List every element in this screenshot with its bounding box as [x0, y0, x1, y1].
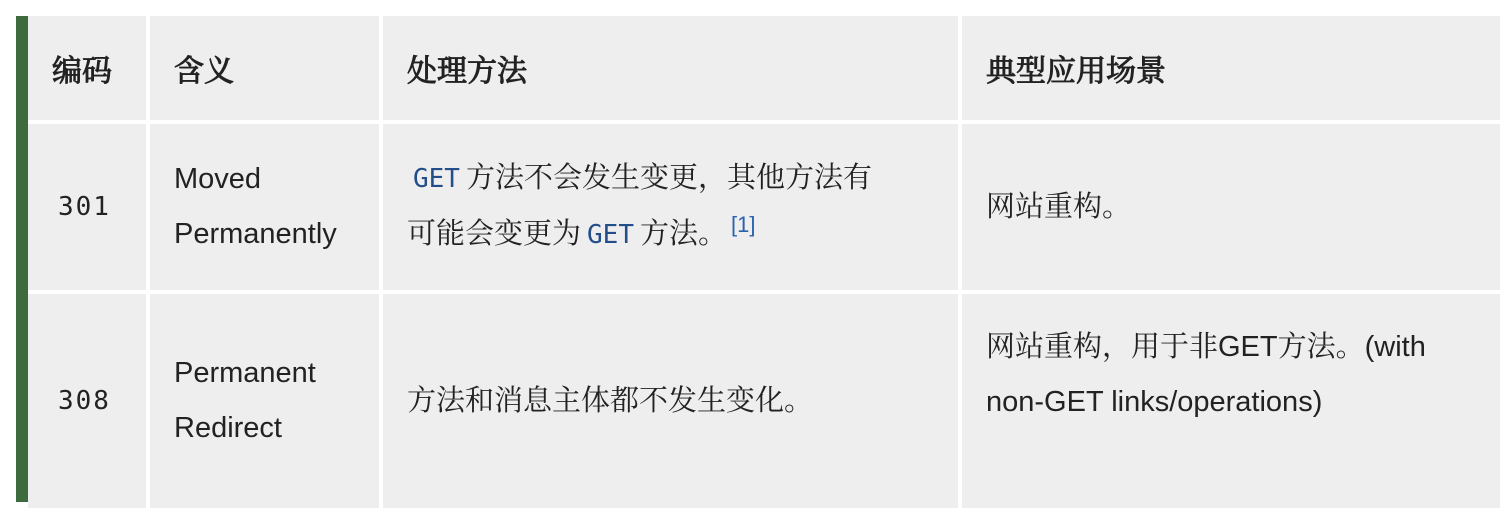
scenario-cell: 网站重构。: [962, 124, 1500, 290]
scenario-line: 网站重构，用于非GET方法。(with: [986, 331, 1426, 363]
method-text: 可能会变更为: [407, 218, 582, 250]
meaning-line: Redirect: [174, 412, 282, 444]
method-text: 方法不会发生变更，其他方法有: [465, 162, 872, 194]
method-cell: [383, 124, 958, 290]
meaning-cell: [150, 124, 379, 290]
status-code-cell: 301: [28, 124, 146, 290]
table-row: [28, 294, 1500, 508]
table-row: [28, 124, 1500, 290]
header-meaning: 含义: [150, 16, 379, 120]
scenario-cell: [962, 294, 1500, 508]
meaning-line: Permanently: [174, 218, 337, 250]
method-cell: 方法和消息主体都不发生变化。: [383, 294, 958, 508]
get-inline-code: GET: [587, 220, 634, 250]
header-method: 处理方法: [383, 16, 958, 120]
reference-link[interactable]: [1]: [731, 212, 756, 237]
meaning-line: Permanent: [174, 357, 316, 389]
status-code-cell: 308: [28, 294, 146, 508]
scenario-line: non-GET links/operations): [986, 386, 1323, 418]
redirect-status-table: [24, 12, 1504, 512]
header-code: 编码: [28, 16, 146, 120]
get-inline-code: GET: [413, 164, 460, 194]
meaning-cell: [150, 294, 379, 508]
redirect-status-table-container: [16, 16, 1500, 502]
meaning-line: Moved: [174, 163, 262, 195]
header-scenario: 典型应用场景: [962, 16, 1500, 120]
table-header-row: [28, 16, 1500, 120]
method-text: 方法。: [639, 218, 727, 250]
